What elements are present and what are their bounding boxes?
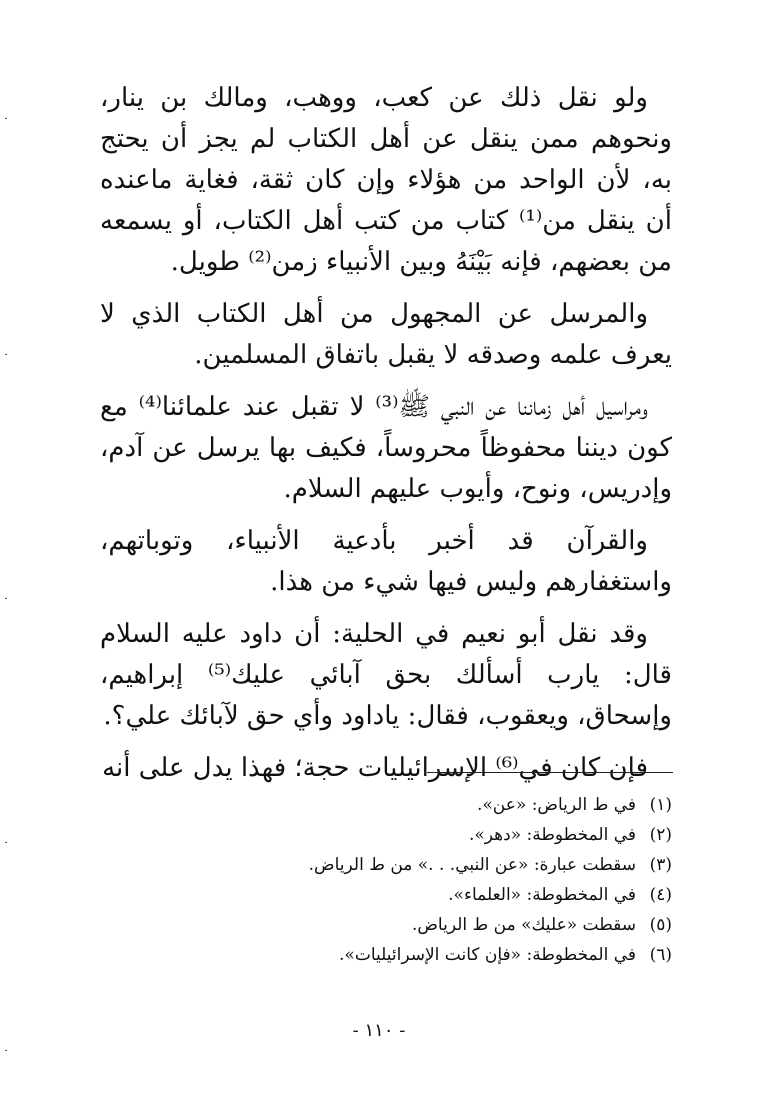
main-text (100, 78, 672, 800)
footnote-number: (٥) (649, 915, 672, 935)
scan-edge-mark (5, 354, 7, 355)
footnote-5 (180, 910, 672, 940)
footnote-divider (427, 772, 673, 773)
footnote-text: سقطت «عليك» من ط الرياض. (411, 915, 636, 935)
footnotes-section (180, 790, 672, 970)
footnote-text: في ط الرياض: «عن». (477, 795, 636, 815)
scan-edge-mark (5, 1050, 7, 1051)
page-number: - ١١٠ - (352, 1020, 406, 1041)
footnote-1 (180, 790, 672, 820)
paragraph-5: وقد نقل أبو نعيم في الحلية: أن داود عليه السلام قال: يارب أسألك بحق آبائي عليك⁽⁵⁾ إبراهيم، وإسحاق، ويعقوب، فقال: ياداود وأي حق لآبائك علي؟. (100, 619, 672, 731)
paragraph-3: ومراسيل أهل زماننا عن النبي ﷺ⁽³⁾ لا تقبل عند علمائنا⁽⁴⁾ مع كون ديننا محفوظاً محروساً، فكيف بها يرسل عن آدم، وإدريس، ونوح، وأيوب عليهم السلام. (100, 392, 672, 504)
footnote-number: (٤) (649, 885, 672, 905)
paragraph-6: فإن كان في⁽⁶⁾ الإسرائيليات حجة؛ فهذا يدل على أنه (102, 753, 648, 783)
footnote-number: (٢) (649, 825, 672, 845)
paragraph-4: والقرآن قد أخبر بأدعية الأنبياء، وتوباتهم، واستغفارهم وليس فيها شيء من هذا. (100, 526, 672, 597)
scan-edge-mark (5, 118, 7, 119)
footnote-number: (١) (649, 795, 672, 815)
footnote-text: سقطت عبارة: «عن النبي. . .» من ط الرياض. (308, 855, 636, 875)
footnote-number: (٣) (649, 855, 672, 875)
paragraph-1: ولو نقل ذلك عن كعب، ووهب، ومالك بن ينار، ونحوهم ممن ينقل عن أهل الكتاب لم يجز أن يحتج به، لأن الواحد من هؤلاء وإن كان ثقة، فغاية ماعنده أن ينقل من⁽¹⁾ كتاب من كتب أهل الكتاب، أو يسمعه من بعضهم، فإنه بَيْنَهُ وبين الأنبياء زمن⁽²⁾ طويل. (100, 83, 672, 277)
scan-edge-mark (5, 842, 7, 843)
footnote-3 (180, 850, 672, 880)
footnote-4 (180, 880, 672, 910)
footnote-text: في المخطوطة: «دهر». (468, 825, 636, 845)
paragraph-2: والمرسل عن المجهول من أهل الكتاب الذي لا يعرف علمه وصدقه لا يقبل باتفاق المسلمين. (100, 299, 672, 370)
footnote-2 (180, 820, 672, 850)
footnote-6 (180, 940, 672, 970)
footnote-number: (٦) (649, 945, 672, 965)
footnote-text: في المخطوطة: «العلماء». (448, 885, 636, 905)
footnote-text: في المخطوطة: «فإن كانت الإسرائيليات». (339, 945, 636, 965)
scan-edge-mark (5, 598, 7, 599)
